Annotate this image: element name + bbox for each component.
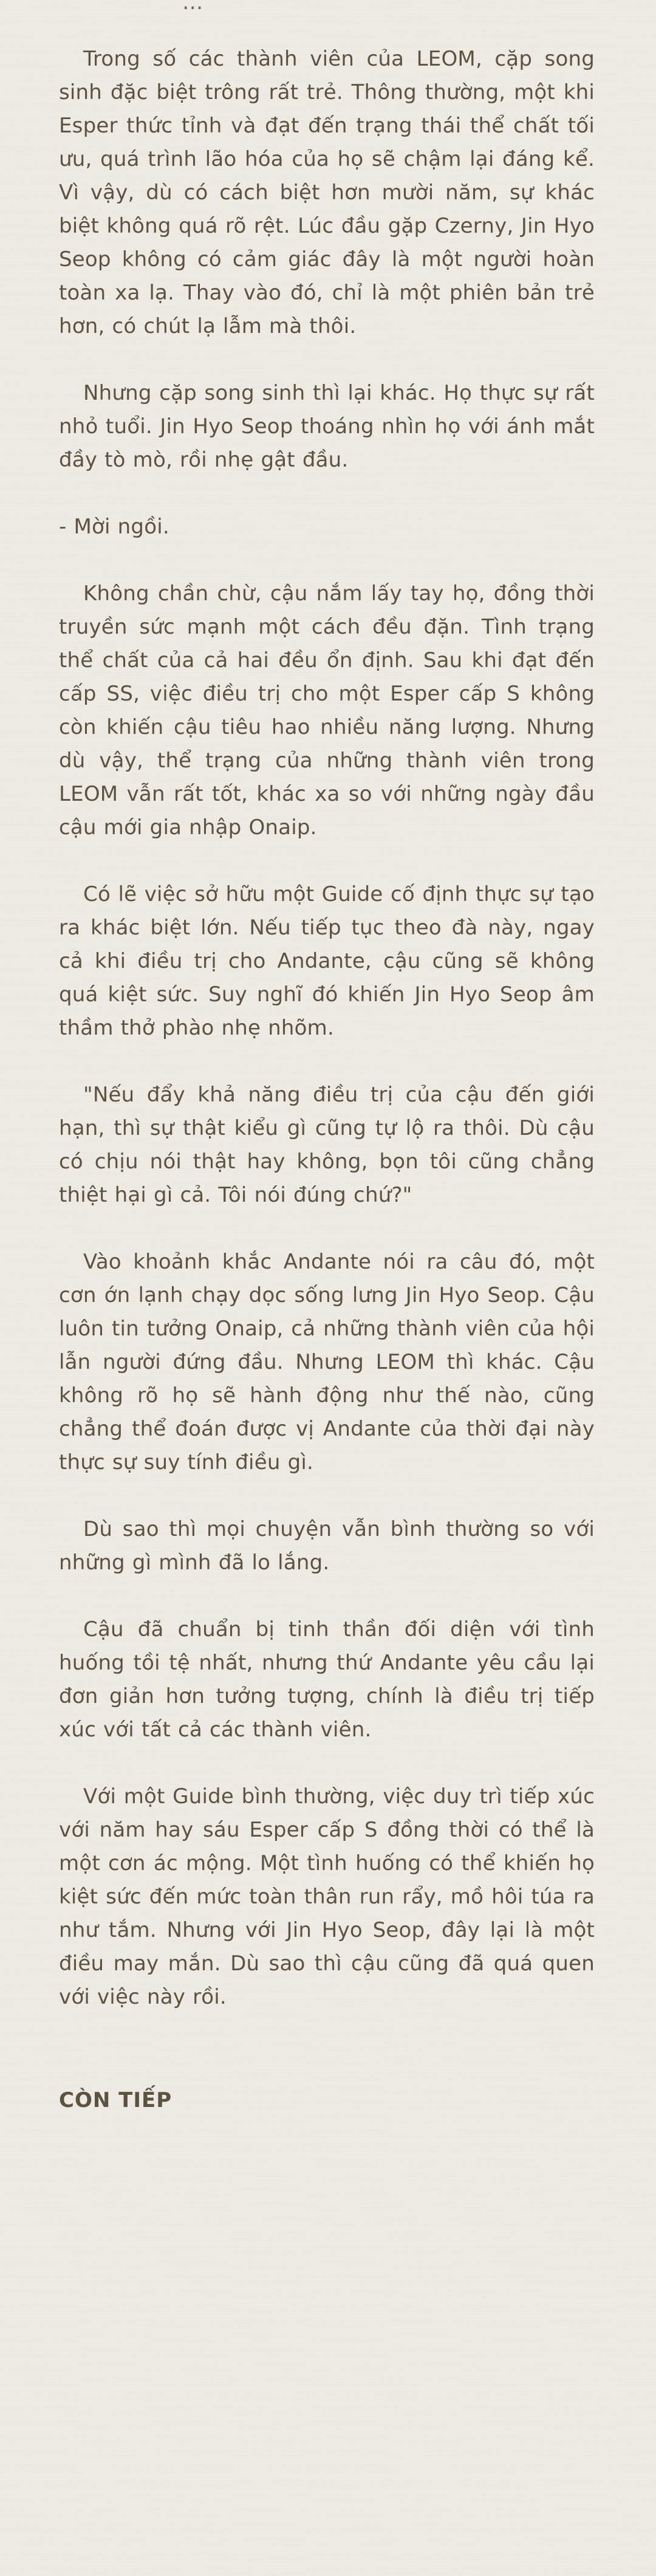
to-be-continued-label: CÒN TIẾP bbox=[59, 2088, 173, 2112]
story-body bbox=[59, 43, 595, 2047]
story-paragraph: Vào khoảnh khắc Andante nói ra câu đó, một cơn ớn lạnh chạy dọc sống lưng Jin Hyo Seop. Cậu luôn tin tưởng Onaip, cả những thành viên của hội lẫn người đứng đầu. Nhưng LEOM thì khác. Cậu không rõ họ sẽ hành động như thế nào, cũng chẳng thể đoán được vị Andante của thời đại này thực sự suy tính điều gì. bbox=[59, 1250, 595, 1475]
story-paragraph: Có lẽ việc sở hữu một Guide cố định thực sự tạo ra khác biệt lớn. Nếu tiếp tục theo đà này, ngay cả khi điều trị cho Andante, cậu cũng sẽ không quá kiệt sức. Suy nghĩ đó khiến Jin Hyo Seop âm thầm thở phào nhẹ nhõm. bbox=[59, 882, 595, 1040]
dialogue-line: - Mời ngồi. bbox=[59, 515, 169, 539]
story-paragraph: Với một Guide bình thường, việc duy trì tiếp xúc với năm hay sáu Esper cấp S đồng thời có thể là một cơn ác mộng. Một tình huống có thể khiến họ kiệt sức đến mức toàn thân run rẩy, mồ hôi túa ra như tắm. Nhưng với Jin Hyo Seop, đây lại là một điều may mắn. Dù sao thì cậu cũng đã quá quen với việc này rồi. bbox=[59, 1784, 595, 2009]
dialogue-paragraph: "Nếu đẩy khả năng điều trị của cậu đến giới hạn, thì sự thật kiểu gì cũng tự lộ ra thôi. Dù cậu có chịu nói thật hay không, bọn tôi cũng chẳng thiệt hại gì cả. Tôi nói đúng chứ?" bbox=[59, 1083, 595, 1207]
story-paragraph: Trong số các thành viên của LEOM, cặp song sinh đặc biệt trông rất trẻ. Thông thường, một khi Esper thức tỉnh và đạt đến trạng thái thể chất tối ưu, quá trình lão hóa của họ sẽ chậm lại đáng kể. Vì vậy, dù có cách biệt hơn mười năm, sự khác biệt không quá rõ rệt. Lúc đầu gặp Czerny, Jin Hyo Seop không có cảm giác đây là một người hoàn toàn xa lạ. Thay vào đó, chỉ là một phiên bản trẻ hơn, có chút lạ lẫm mà thôi. bbox=[59, 47, 595, 338]
story-paragraph: Cậu đã chuẩn bị tinh thần đối diện với tình huống tồi tệ nhất, nhưng thứ Andante yêu cầu lại đơn giản hơn tưởng tượng, chính là điều trị tiếp xúc với tất cả các thành viên. bbox=[59, 1617, 595, 1742]
previous-page-fragment: ... bbox=[182, 0, 203, 15]
story-paragraph: Dù sao thì mọi chuyện vẫn bình thường so với những gì mình đã lo lắng. bbox=[59, 1517, 595, 1575]
story-paragraph: Không chần chừ, cậu nắm lấy tay họ, đồng thời truyền sức mạnh một cách đều đặn. Tình trạng thể chất của cả hai đều ổn định. Sau khi đạt đến cấp SS, việc điều trị cho một Esper cấp S không còn khiến cậu tiêu hao nhiều năng lượng. Nhưng dù vậy, thể trạng của những thành viên trong LEOM vẫn rất tốt, khác xa so với những ngày đầu cậu mới gia nhập Onaip. bbox=[59, 581, 595, 840]
story-paragraph: Nhưng cặp song sinh thì lại khác. Họ thực sự rất nhỏ tuổi. Jin Hyo Seop thoáng nhìn họ với ánh mắt đầy tò mò, rồi nhẹ gật đầu. bbox=[59, 381, 595, 472]
